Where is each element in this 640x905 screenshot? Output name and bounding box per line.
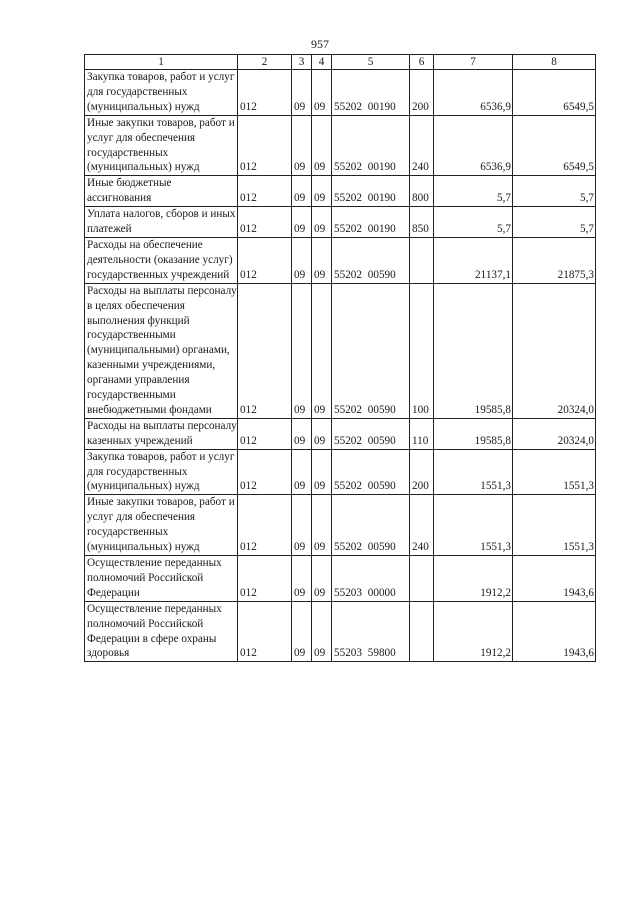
ministry-code-cell: 012: [238, 556, 292, 602]
expense-type-cell: 100: [410, 283, 434, 418]
amount-year-2-cell: 5,7: [513, 176, 596, 207]
amount-year-1-cell: 19585,8: [434, 283, 513, 418]
subsection-code-cell: 09: [312, 176, 332, 207]
subsection-code-cell: 09: [312, 449, 332, 495]
amount-year-2-cell: 20324,0: [513, 283, 596, 418]
section-code-cell: 09: [292, 495, 312, 556]
subsection-code-cell: 09: [312, 601, 332, 662]
table-row: [85, 70, 596, 116]
row-name-cell: Расходы на выплаты персоналу казенных учреждений: [85, 418, 238, 449]
amount-year-1-cell: 1912,2: [434, 601, 513, 662]
amount-year-2-cell: 6549,5: [513, 115, 596, 176]
ministry-code-cell: 012: [238, 418, 292, 449]
amount-year-1-cell: 19585,8: [434, 418, 513, 449]
table-row: [85, 207, 596, 238]
expense-type-cell: [410, 237, 434, 283]
subsection-code-cell: 09: [312, 418, 332, 449]
ministry-code-cell: 012: [238, 176, 292, 207]
amount-year-2-cell: 5,7: [513, 207, 596, 238]
subsection-code-cell: 09: [312, 495, 332, 556]
expense-type-cell: 200: [410, 449, 434, 495]
header-col-7: 7: [434, 55, 513, 70]
page-number: 957: [311, 37, 329, 51]
table-row: [85, 495, 596, 556]
subsection-code-cell: 09: [312, 115, 332, 176]
table-row: [85, 176, 596, 207]
ministry-code-cell: 012: [238, 495, 292, 556]
target-article-cell: 55202 00190: [332, 176, 410, 207]
amount-year-1-cell: 6536,9: [434, 115, 513, 176]
row-name-cell: Иные закупки товаров, работ и услуг для обеспечения государственных (муниципальных) нужд: [85, 115, 238, 176]
section-code-cell: 09: [292, 115, 312, 176]
target-article-cell: 55203 00000: [332, 556, 410, 602]
subsection-code-cell: 09: [312, 237, 332, 283]
expense-type-cell: [410, 556, 434, 602]
target-article-cell: 55202 00590: [332, 237, 410, 283]
section-code-cell: 09: [292, 283, 312, 418]
target-article-cell: 55202 00590: [332, 283, 410, 418]
table-body: [85, 70, 596, 662]
target-article-cell: 55202 00190: [332, 70, 410, 116]
amount-year-2-cell: 6549,5: [513, 70, 596, 116]
subsection-code-cell: 09: [312, 70, 332, 116]
expense-type-cell: 850: [410, 207, 434, 238]
row-name-cell: Расходы на выплаты персоналу в целях обеспечения выполнения функций государственными (муниципальными) органами, казенными учреждениями, органами управления государственными внебюджетными фондами: [85, 283, 238, 418]
header-row: [85, 55, 596, 70]
target-article-cell: 55202 00590: [332, 449, 410, 495]
ministry-code-cell: 012: [238, 207, 292, 238]
expense-type-cell: 110: [410, 418, 434, 449]
budget-table: [84, 54, 596, 662]
subsection-code-cell: 09: [312, 207, 332, 238]
section-code-cell: 09: [292, 207, 312, 238]
section-code-cell: 09: [292, 449, 312, 495]
amount-year-1-cell: 1551,3: [434, 449, 513, 495]
expense-type-cell: 800: [410, 176, 434, 207]
row-name-cell: Иные бюджетные ассигнования: [85, 176, 238, 207]
header-col-4: 4: [312, 55, 332, 70]
target-article-cell: 55202 00190: [332, 207, 410, 238]
table-row: [85, 237, 596, 283]
table-row: [85, 418, 596, 449]
amount-year-1-cell: 5,7: [434, 207, 513, 238]
header-col-3: 3: [292, 55, 312, 70]
header-col-6: 6: [410, 55, 434, 70]
ministry-code-cell: 012: [238, 70, 292, 116]
row-name-cell: Расходы на обеспечение деятельности (оказание услуг) государственных учреждений: [85, 237, 238, 283]
section-code-cell: 09: [292, 70, 312, 116]
amount-year-2-cell: 1943,6: [513, 556, 596, 602]
amount-year-1-cell: 21137,1: [434, 237, 513, 283]
expense-type-cell: 240: [410, 115, 434, 176]
header-col-5: 5: [332, 55, 410, 70]
expense-type-cell: 240: [410, 495, 434, 556]
target-article-cell: 55202 00590: [332, 418, 410, 449]
amount-year-1-cell: 5,7: [434, 176, 513, 207]
ministry-code-cell: 012: [238, 115, 292, 176]
amount-year-2-cell: 1943,6: [513, 601, 596, 662]
section-code-cell: 09: [292, 601, 312, 662]
table-row: [85, 601, 596, 662]
amount-year-2-cell: 1551,3: [513, 495, 596, 556]
section-code-cell: 09: [292, 237, 312, 283]
ministry-code-cell: 012: [238, 449, 292, 495]
header-col-2: 2: [238, 55, 292, 70]
target-article-cell: 55202 00590: [332, 495, 410, 556]
section-code-cell: 09: [292, 418, 312, 449]
row-name-cell: Осуществление переданных полномочий Российской Федерации в сфере охраны здоровья: [85, 601, 238, 662]
target-article-cell: 55203 59800: [332, 601, 410, 662]
table-row: [85, 115, 596, 176]
row-name-cell: Закупка товаров, работ и услуг для государственных (муниципальных) нужд: [85, 70, 238, 116]
amount-year-1-cell: 1551,3: [434, 495, 513, 556]
ministry-code-cell: 012: [238, 283, 292, 418]
amount-year-1-cell: 1912,2: [434, 556, 513, 602]
subsection-code-cell: 09: [312, 283, 332, 418]
header-col-8: 8: [513, 55, 596, 70]
expense-type-cell: 200: [410, 70, 434, 116]
expense-type-cell: [410, 601, 434, 662]
section-code-cell: 09: [292, 176, 312, 207]
row-name-cell: Уплата налогов, сборов и иных платежей: [85, 207, 238, 238]
target-article-cell: 55202 00190: [332, 115, 410, 176]
header-col-1: 1: [85, 55, 238, 70]
row-name-cell: Закупка товаров, работ и услуг для государственных (муниципальных) нужд: [85, 449, 238, 495]
table-row: [85, 449, 596, 495]
row-name-cell: Иные закупки товаров, работ и услуг для обеспечения государственных (муниципальных) нужд: [85, 495, 238, 556]
row-name-cell: Осуществление переданных полномочий Российской Федерации: [85, 556, 238, 602]
table-row: [85, 556, 596, 602]
amount-year-2-cell: 20324,0: [513, 418, 596, 449]
amount-year-1-cell: 6536,9: [434, 70, 513, 116]
amount-year-2-cell: 1551,3: [513, 449, 596, 495]
section-code-cell: 09: [292, 556, 312, 602]
ministry-code-cell: 012: [238, 601, 292, 662]
amount-year-2-cell: 21875,3: [513, 237, 596, 283]
ministry-code-cell: 012: [238, 237, 292, 283]
subsection-code-cell: 09: [312, 556, 332, 602]
table-row: [85, 283, 596, 418]
